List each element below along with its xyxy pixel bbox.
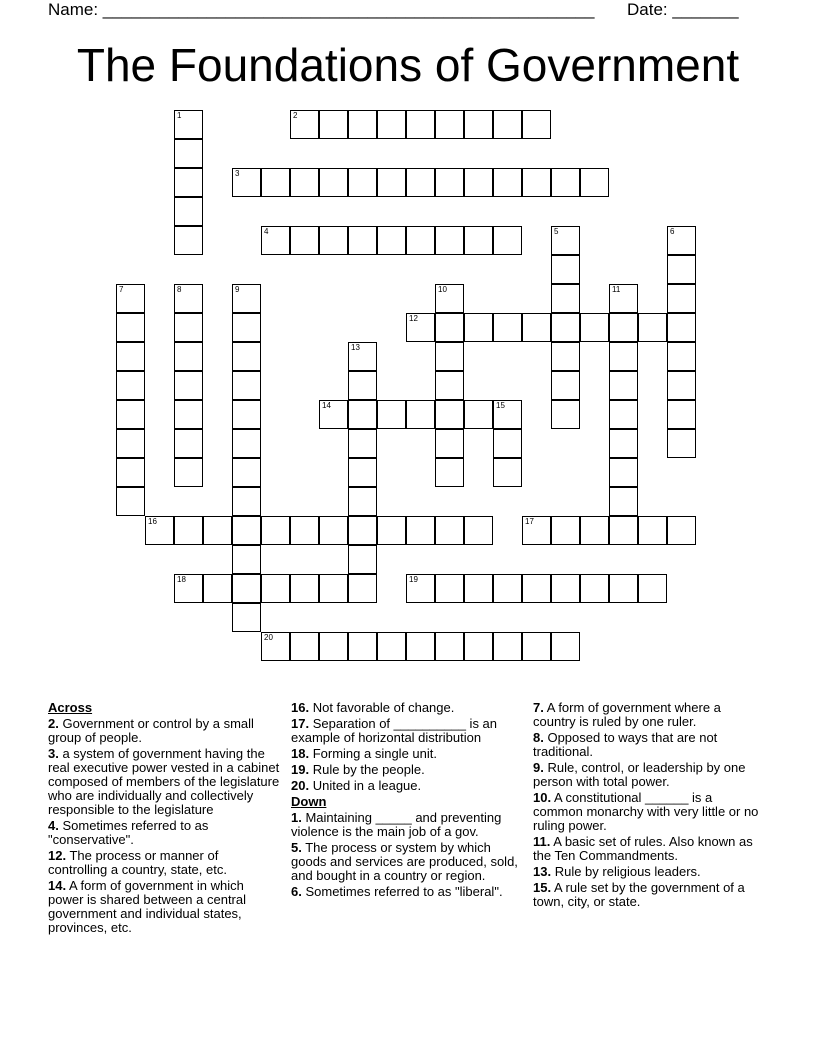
clue-number: 13. <box>533 864 552 879</box>
across-clue <box>291 717 523 745</box>
down-clue <box>291 811 523 839</box>
cell-number: 3 <box>235 169 240 178</box>
crossword-cell[interactable] <box>406 400 435 429</box>
crossword-cell[interactable] <box>493 632 522 661</box>
cell-number: 11 <box>612 285 621 294</box>
crossword-cell[interactable] <box>116 400 145 429</box>
crossword-cell[interactable] <box>319 226 348 255</box>
crossword-cell[interactable] <box>377 110 406 139</box>
crossword-cell[interactable] <box>232 574 261 603</box>
clue-text: Rule, control, or leadership by one person with total power. <box>533 760 746 789</box>
clue-text: Not favorable of change. <box>312 700 455 715</box>
crossword-cell[interactable] <box>377 168 406 197</box>
across-clue <box>48 849 280 877</box>
crossword-cell[interactable] <box>435 313 464 342</box>
across-clue <box>291 779 523 793</box>
clue-number: 6. <box>291 884 302 899</box>
crossword-cell[interactable] <box>116 458 145 487</box>
crossword-cell[interactable] <box>174 226 203 255</box>
crossword-cell[interactable] <box>551 284 580 313</box>
across-clue <box>48 747 280 817</box>
clue-text: A form of government where a country is ruled by one ruler. <box>533 700 721 729</box>
down-clue <box>533 761 765 789</box>
cell-number: 13 <box>351 343 360 352</box>
down-heading: Down <box>291 794 327 809</box>
crossword-cell[interactable] <box>522 110 551 139</box>
clue-number: 18. <box>291 746 310 761</box>
clue-column-1 <box>48 701 280 937</box>
crossword-cell[interactable] <box>522 632 551 661</box>
clue-text: A basic set of rules. Also known as the Ten Commandments. <box>533 834 753 863</box>
across-clue <box>291 747 523 761</box>
clue-number: 17. <box>291 716 310 731</box>
clue-number: 12. <box>48 848 67 863</box>
clue-number: 19. <box>291 762 310 777</box>
crossword-cell[interactable] <box>435 226 464 255</box>
crossword-cell[interactable] <box>667 284 696 313</box>
clue-number: 3. <box>48 746 59 761</box>
crossword-cell[interactable] <box>522 574 551 603</box>
crossword-cell[interactable] <box>290 632 319 661</box>
crossword-cell[interactable] <box>638 313 667 342</box>
cell-number: 7 <box>119 285 124 294</box>
across-heading: Across <box>48 700 93 715</box>
clue-number: 5. <box>291 840 302 855</box>
crossword-cell[interactable] <box>435 516 464 545</box>
crossword-cell[interactable] <box>319 516 348 545</box>
clue-number: 1. <box>291 810 302 825</box>
clue-number: 15. <box>533 880 552 895</box>
crossword-cell[interactable] <box>493 226 522 255</box>
crossword-cell[interactable] <box>667 516 696 545</box>
clue-text: a system of government having the real executive power vested in a cabinet composed of members of the legislature who are individually and collectively responsible to the legislature <box>48 746 280 817</box>
crossword-cell[interactable] <box>580 574 609 603</box>
clue-text: Sometimes referred to as "conservative". <box>48 818 209 847</box>
crossword-cell[interactable] <box>406 110 435 139</box>
crossword-cell[interactable] <box>174 342 203 371</box>
down-clue <box>533 835 765 863</box>
crossword-cell[interactable] <box>493 110 522 139</box>
crossword-cell[interactable] <box>435 371 464 400</box>
crossword-cell[interactable] <box>348 487 377 516</box>
crossword-cell[interactable] <box>261 168 290 197</box>
down-clue <box>533 791 765 833</box>
crossword-cell[interactable] <box>493 313 522 342</box>
cell-number: 9 <box>235 285 240 294</box>
crossword-cell[interactable] <box>493 574 522 603</box>
crossword-cell[interactable] <box>638 516 667 545</box>
crossword-cell[interactable] <box>319 110 348 139</box>
crossword-cell[interactable] <box>348 110 377 139</box>
crossword-cell[interactable] <box>435 632 464 661</box>
crossword-cell[interactable] <box>174 371 203 400</box>
crossword-cell[interactable] <box>203 574 232 603</box>
crossword-cell[interactable] <box>174 458 203 487</box>
crossword-cell[interactable] <box>609 458 638 487</box>
crossword-cell[interactable] <box>116 313 145 342</box>
clue-number: 4. <box>48 818 59 833</box>
down-clue <box>291 885 523 899</box>
crossword-cell[interactable] <box>290 226 319 255</box>
crossword-cell[interactable] <box>174 139 203 168</box>
crossword-cell[interactable] <box>435 168 464 197</box>
clue-number: 16. <box>291 700 310 715</box>
crossword-cell[interactable] <box>609 487 638 516</box>
crossword-cell[interactable] <box>464 313 493 342</box>
across-clue <box>48 717 280 745</box>
name-field-line: Name: ____________________________________________________ <box>48 0 595 19</box>
crossword-cell[interactable] <box>551 342 580 371</box>
clue-number: 9. <box>533 760 544 775</box>
crossword-cell[interactable] <box>232 400 261 429</box>
clue-column-3 <box>533 701 765 911</box>
crossword-cell[interactable] <box>493 168 522 197</box>
cell-number: 14 <box>322 401 331 410</box>
crossword-cell[interactable] <box>290 574 319 603</box>
crossword-cell[interactable] <box>493 458 522 487</box>
crossword-cell[interactable] <box>667 371 696 400</box>
crossword-cell[interactable] <box>551 168 580 197</box>
cell-number: 12 <box>409 314 418 323</box>
crossword-cell[interactable] <box>377 632 406 661</box>
crossword-cell[interactable] <box>609 342 638 371</box>
crossword-cell[interactable] <box>348 429 377 458</box>
across-clue <box>291 701 523 715</box>
crossword-cell[interactable] <box>609 400 638 429</box>
crossword-cell[interactable] <box>609 574 638 603</box>
crossword-cell[interactable] <box>667 313 696 342</box>
clue-number: 10. <box>533 790 552 805</box>
crossword-cell[interactable] <box>348 458 377 487</box>
crossword-cell[interactable] <box>464 574 493 603</box>
crossword-cell[interactable] <box>580 516 609 545</box>
clue-text: Government or control by a small group of people. <box>48 716 254 745</box>
crossword-cell[interactable] <box>348 516 377 545</box>
cell-number: 20 <box>264 633 273 642</box>
crossword-cell[interactable] <box>580 168 609 197</box>
crossword-cell[interactable] <box>116 342 145 371</box>
crossword-cell[interactable] <box>319 632 348 661</box>
crossword-cell[interactable] <box>116 487 145 516</box>
across-clue <box>48 879 280 935</box>
crossword-cell[interactable] <box>435 400 464 429</box>
across-clue <box>291 763 523 777</box>
crossword-cell[interactable] <box>464 516 493 545</box>
crossword-cell[interactable] <box>609 313 638 342</box>
crossword-cell[interactable] <box>290 168 319 197</box>
crossword-cell[interactable] <box>232 603 261 632</box>
cell-number: 1 <box>177 111 182 120</box>
clue-text: United in a league. <box>312 778 422 793</box>
clue-number: 14. <box>48 878 67 893</box>
crossword-cell[interactable] <box>348 545 377 574</box>
cell-number: 18 <box>177 575 186 584</box>
page-title: The Foundations of Government <box>76 39 740 91</box>
crossword-cell[interactable] <box>609 516 638 545</box>
crossword-cell[interactable] <box>580 313 609 342</box>
crossword-cell[interactable] <box>435 574 464 603</box>
crossword-cell[interactable] <box>609 371 638 400</box>
cell-number: 2 <box>293 111 298 120</box>
clue-text: Rule by the people. <box>312 762 425 777</box>
crossword-cell[interactable] <box>232 342 261 371</box>
cell-number: 15 <box>496 401 505 410</box>
clue-text: Opposed to ways that are not traditional. <box>533 730 718 759</box>
crossword-cell[interactable] <box>522 313 551 342</box>
crossword-cell[interactable] <box>551 632 580 661</box>
clue-number: 7. <box>533 700 544 715</box>
crossword-cell[interactable] <box>406 516 435 545</box>
cell-number: 16 <box>148 517 157 526</box>
crossword-cell[interactable] <box>348 168 377 197</box>
crossword-cell[interactable] <box>232 545 261 574</box>
crossword-cell[interactable] <box>348 574 377 603</box>
crossword-cell[interactable] <box>232 371 261 400</box>
crossword-cell[interactable] <box>609 429 638 458</box>
crossword-cell[interactable] <box>406 168 435 197</box>
clue-text: Sometimes referred to as "liberal". <box>305 884 503 899</box>
crossword-cell[interactable] <box>174 168 203 197</box>
crossword-cell[interactable] <box>232 429 261 458</box>
crossword-cell[interactable] <box>348 371 377 400</box>
clue-text: Rule by religious leaders. <box>554 864 701 879</box>
crossword-cell[interactable] <box>638 574 667 603</box>
clue-column-2 <box>291 701 523 901</box>
crossword-cell[interactable] <box>435 110 464 139</box>
crossword-cell[interactable] <box>406 226 435 255</box>
crossword-cell[interactable] <box>116 371 145 400</box>
clue-text: Forming a single unit. <box>312 746 437 761</box>
crossword-cell[interactable] <box>493 429 522 458</box>
crossword-cell[interactable] <box>377 516 406 545</box>
crossword-cell[interactable] <box>435 429 464 458</box>
down-clue <box>533 865 765 879</box>
crossword-cell[interactable] <box>551 516 580 545</box>
crossword-cell[interactable] <box>435 458 464 487</box>
crossword-cell[interactable] <box>551 313 580 342</box>
crossword-cell[interactable] <box>551 400 580 429</box>
crossword-cell[interactable] <box>174 197 203 226</box>
crossword-cell[interactable] <box>261 574 290 603</box>
clue-number: 11. <box>533 834 551 849</box>
crossword-cell[interactable] <box>232 313 261 342</box>
crossword-cell[interactable] <box>232 487 261 516</box>
clue-text: The process or manner of controlling a country, state, etc. <box>48 848 227 877</box>
date-field-line: Date: _______ <box>627 0 739 19</box>
cell-number: 6 <box>670 227 675 236</box>
down-clue <box>533 881 765 909</box>
cell-number: 10 <box>438 285 447 294</box>
crossword-cell[interactable] <box>348 632 377 661</box>
crossword-cell[interactable] <box>464 400 493 429</box>
crossword-cell[interactable] <box>464 110 493 139</box>
crossword-cell[interactable] <box>174 400 203 429</box>
clue-text: Separation of __________ is an example of horizontal distribution <box>291 716 498 745</box>
crossword-cell[interactable] <box>290 516 319 545</box>
clue-text: A constitutional ______ is a common monarchy with very little or no ruling power. <box>533 790 759 833</box>
crossword-cell[interactable] <box>435 342 464 371</box>
crossword-cell[interactable] <box>203 516 232 545</box>
cell-number: 17 <box>525 517 534 526</box>
crossword-cell[interactable] <box>348 226 377 255</box>
crossword-cell[interactable] <box>464 226 493 255</box>
crossword-cell[interactable] <box>667 342 696 371</box>
clue-text: A rule set by the government of a town, city, or state. <box>533 880 745 909</box>
crossword-cell[interactable] <box>551 574 580 603</box>
crossword-cell[interactable] <box>319 168 348 197</box>
crossword-cell[interactable] <box>174 429 203 458</box>
crossword-cell[interactable] <box>464 632 493 661</box>
across-clue <box>48 819 280 847</box>
cell-number: 4 <box>264 227 269 236</box>
crossword-cell[interactable] <box>406 632 435 661</box>
crossword-cell[interactable] <box>174 313 203 342</box>
crossword-cell[interactable] <box>522 168 551 197</box>
crossword-cell[interactable] <box>319 574 348 603</box>
down-clue <box>533 731 765 759</box>
crossword-cell[interactable] <box>667 400 696 429</box>
clue-number: 2. <box>48 716 59 731</box>
crossword-cell[interactable] <box>232 516 261 545</box>
clue-number: 8. <box>533 730 544 745</box>
cell-number: 5 <box>554 227 559 236</box>
crossword-cell[interactable] <box>348 400 377 429</box>
crossword-cell[interactable] <box>261 516 290 545</box>
crossword-cell[interactable] <box>667 429 696 458</box>
clue-text: The process or system by which goods and services are produced, sold, and bought in a country or region. <box>291 840 518 883</box>
crossword-cell[interactable] <box>116 429 145 458</box>
crossword-cell[interactable] <box>667 255 696 284</box>
cell-number: 8 <box>177 285 182 294</box>
clue-text: A form of government in which power is shared between a central government and individual states, provinces, etc. <box>48 878 247 935</box>
cell-number: 19 <box>409 575 418 584</box>
clue-text: Maintaining _____ and preventing violence is the main job of a gov. <box>291 810 502 839</box>
crossword-cell[interactable] <box>232 458 261 487</box>
clue-number: 20. <box>291 778 310 793</box>
crossword-cell[interactable] <box>551 255 580 284</box>
crossword-cell[interactable] <box>377 226 406 255</box>
down-clue <box>291 841 523 883</box>
crossword-cell[interactable] <box>174 516 203 545</box>
crossword-cell[interactable] <box>377 400 406 429</box>
crossword-cell[interactable] <box>551 371 580 400</box>
crossword-cell[interactable] <box>464 168 493 197</box>
down-clue <box>533 701 765 729</box>
